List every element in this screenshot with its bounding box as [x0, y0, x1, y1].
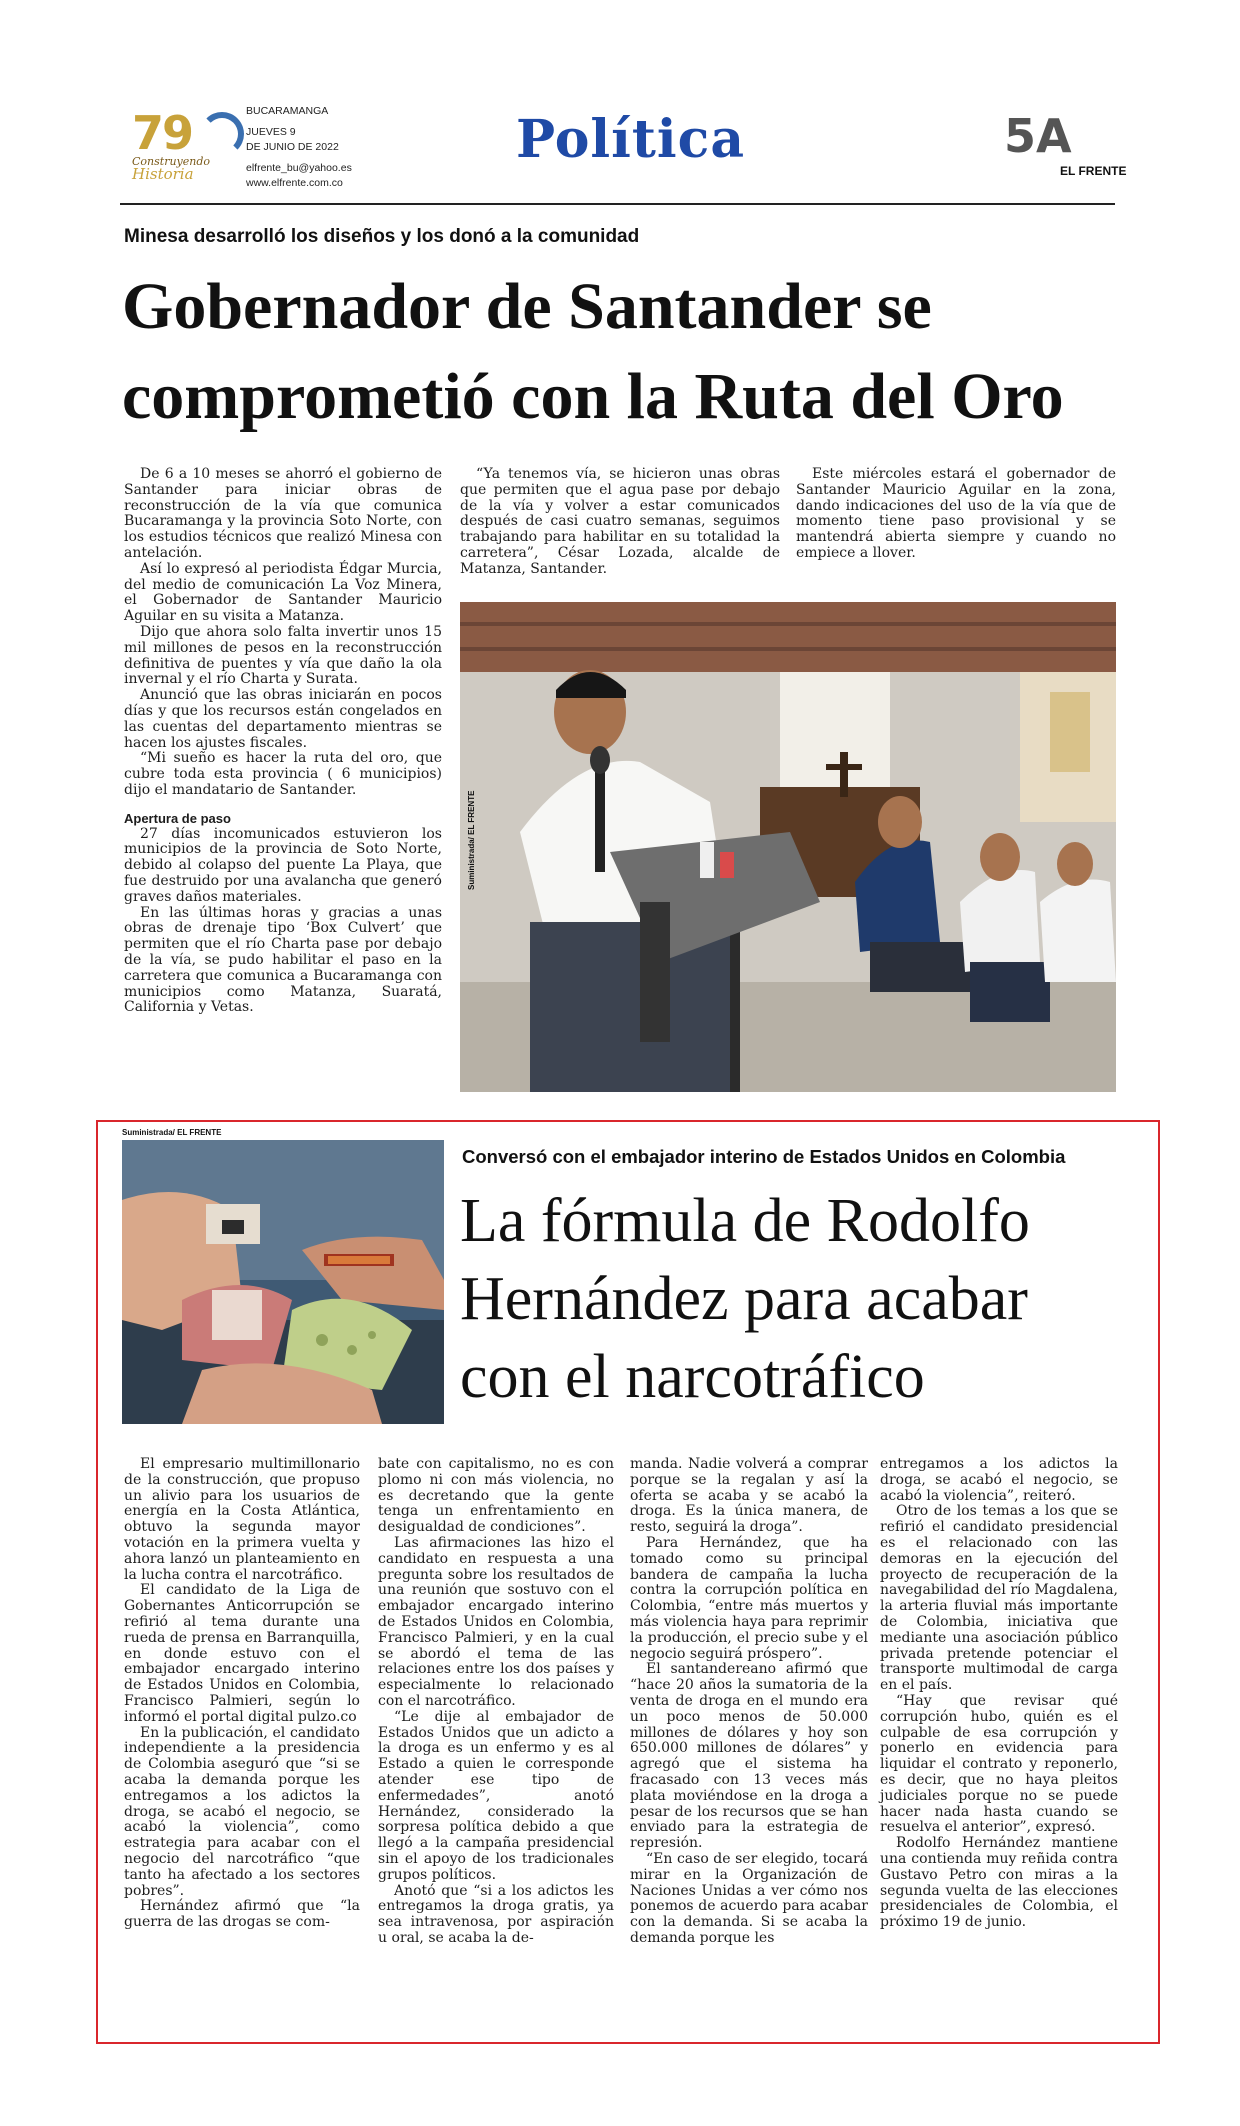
article1-headline	[122, 262, 1122, 442]
paragraph: Anunció que las obras iniciarán en pocos días y que los recursos están congelados en las cuentas del departamento mientras se hacen los ajustes fiscales.	[124, 687, 442, 751]
paragraph: Rodolfo Hernández mantiene una contienda muy reñida contra Gustavo Petro con miras a la segunda vuelta de las elecciones presidenciales de Colombia, el próximo 19 de junio.	[880, 1835, 1118, 1931]
subheading: Apertura de paso	[124, 810, 231, 826]
headline-line: La fórmula de Rodolfo	[460, 1187, 1030, 1255]
paragraph: bate con capitalismo, no es con plomo ni con más violencia, no es decretando que la gente tenga un enfrentamiento en desigualdad de condiciones”.	[378, 1456, 614, 1536]
article2-column-4	[880, 1457, 1118, 1931]
article1-kicker: Minesa desarrolló los diseños y los donó a la comunidad	[124, 226, 640, 247]
article1-column-2	[460, 467, 780, 578]
brand-label: EL FRENTE	[1060, 164, 1127, 178]
article2-photo-credit: Suministrada/ EL FRENTE	[122, 1128, 222, 1137]
paragraph: El santandereano afirmó que “hace 20 años la sumatoria de la venta de droga en el mundo era un poco menos de 50.000 millones de dólares y hoy son 650.000 millones de dólares” y agregó que el sistema ha fracasado con 13 veces más plata moviéndose en la droga a pesar de los recursos que se han enviado para la estrategia de represión.	[630, 1661, 868, 1852]
paragraph: Otro de los temas a los que se refirió el candidato presidencial es el relacionado con las demoras en la ejecución del proyecto de recuperación de la navegabilidad del río Magdalena, la arteria fluvial más importante de Colombia, iniciativa que mediante una asociación público privada pretende potenciar el transporte multimodal de carga en el país.	[880, 1503, 1118, 1694]
paragraph: En la publicación, el candidato independiente a la presidencia de Colombia aseguró que “si se acaba la demanda porque les entregamos a los adictos la droga, se acabó el negocio, se acabó la violencia”, como estrategia para acabar con el negocio del narcotráfico “que tanto ha afectado a los sectores pobres”.	[124, 1724, 360, 1899]
paragraph: Para Hernández, que ha tomado como su principal bandera de campaña la lucha contra la corrupción política en Colombia, “entre más muertos y más violencia haya para reprimir la producción, el precio sube y el negocio seguirá próspero”.	[630, 1534, 868, 1662]
headline-line: Gobernador de Santander se	[122, 270, 932, 343]
paragraph: Hernández afirmó que “la guerra de las drogas se com-	[124, 1898, 360, 1931]
logo-swoosh-icon	[200, 112, 244, 156]
paragraph: manda. Nadie volverá a comprar porque se la regalan y así la oferta se acaba y se acabó la droga. Es la única manera, de resto, seguirá la droga”.	[630, 1456, 868, 1536]
paragraph: Anotó que “si a los adictos les entregamos la droga gratis, ya sea intravenosa, por aspiración u oral, se acaba la de-	[378, 1882, 614, 1946]
paragraph: El empresario multimillonario de la construcción, que propuso un alivio para los usuarios de energía en la Costa Atlántica, obtuvo la segunda mayor votación en la primera vuelta y ahora lanzó un planteamiento en la lucha contra el narcotráfico.	[124, 1456, 360, 1583]
logo-word: Historia	[132, 165, 194, 183]
issue-date: DE JUNIO DE 2022	[246, 141, 339, 153]
paragraph: Las afirmaciones las hizo el candidato en respuesta a una pregunta sobre los resultados de una reunión que sostuvo con el embajador encargado interino de Estados Unidos en Colombia, Francisco Palmieri, y en la cual se abordó el tema de las relaciones entre los dos países y especialmente lo relacionado con el narcotráfico.	[378, 1534, 614, 1709]
paragraph: 27 días incomunicados estuvieron los municipios de la provincia de Soto Norte, debido al colapso del puente La Playa, que fue destruido por una avalancha que generó graves daños materiales.	[124, 825, 442, 905]
paragraph: Así lo expresó al periodista Édgar Murcia, del medio de comunicación La Voz Minera, el Gobernador de Santander Mauricio Aguilar en su visita a Matanza.	[124, 560, 442, 625]
drugs-hands-photo	[122, 1140, 444, 1424]
paragraph: De 6 a 10 meses se ahorró el gobierno de Santander para iniciar obras de reconstrucción de la vía que comunica Bucaramanga y la provincia Soto Norte, con los estudios técnicos que realizó Minesa con antelación.	[124, 466, 442, 561]
article2-kicker: Conversó con el embajador interino de Estados Unidos en Colombia	[462, 1146, 1066, 1167]
headline-line: Hernández para acabar	[460, 1265, 1028, 1333]
city-label: BUCARAMANGA	[246, 105, 329, 117]
section-title: Política	[516, 109, 746, 170]
paragraph: En las últimas horas y gracias a unas obras de drenaje tipo ‘Box Culvert’ que permiten que el río Charta pase por debajo de la vía, se pudo habilitar el paso en la carretera que comunica a Bucaramanga con municipios como Matanza, Suaratá, California y Vetas.	[124, 904, 442, 1016]
paragraph: Dijo que ahora solo falta invertir unos 15 mil millones de pesos en la reconstrucción definitiva de puentes y vía que daño la ola invernal y el río Charta y Surata.	[124, 623, 442, 688]
article1-column-3	[796, 467, 1116, 562]
headline-line: comprometió con la Ruta del Oro	[122, 360, 1064, 433]
paragraph: “Mi sueño es hacer la ruta del oro, que cubre toda esta provincia ( 6 municipios) dijo el mandatario de Santander.	[124, 750, 442, 798]
article2-column-1	[124, 1457, 360, 1931]
website-link[interactable]: www.elfrente.com.co	[246, 177, 343, 189]
paragraph: “Hay que revisar qué corrupción hubo, quién es el culpable de esa corrupción y ponerlo en evidencia para liquidar el contrato y reponerlo, es decir, que no haya pleitos judiciales porque no se puede hacer nada hasta cuando se resuelva el anterior”, expresó.	[880, 1692, 1118, 1836]
article2-column-3	[630, 1457, 868, 1947]
masthead-meta	[246, 104, 352, 191]
logo-number: 79	[132, 106, 193, 160]
article2-column-2	[378, 1457, 614, 1947]
logo-tagline: Construyendo	[132, 155, 211, 168]
contact-email[interactable]: elfrente_bu@yahoo.es	[246, 162, 352, 174]
paragraph: “En caso de ser elegido, tocará mirar en la Organización de Naciones Unidas a ver cómo nos ponemos de acuerdo para acabar con la demanda. Si se acaba la demanda porque les	[630, 1850, 868, 1946]
paragraph: “Le dije al embajador de Estados Unidos que un adicto a la droga es un enfermo y es al Estado a quien le corresponde atender ese tipo de enfermedades”, anotó Hernández, considerado la sorpresa política debido a que llegó a la campaña presidencial sin el apoyo de los tradicionales grupos políticos.	[378, 1708, 614, 1883]
header-divider	[120, 203, 1115, 205]
issue-day: JUEVES 9	[246, 126, 296, 138]
page-number: 5A	[1004, 109, 1072, 163]
paragraph: Este miércoles estará el gobernador de Santander Mauricio Aguilar en la zona, dando indicaciones del uso de la vía que de momento tiene paso provisional y se mantendrá abierta siempre y cuando no empiece a llover.	[796, 466, 1116, 561]
governor-speech-photo	[460, 602, 1116, 1092]
article1-column-1	[124, 467, 442, 1016]
paragraph: El candidato de la Liga de Gobernantes Anticorrupción se refirió al tema durante una rueda de prensa en Barranquilla, en donde estuvo con el embajador encargado interino de Estados Unidos en Colombia, Francisco Palmieri, según lo informó el portal digital pulzo.co	[124, 1582, 360, 1725]
paragraph: “Ya tenemos vía, se hicieron unas obras que permiten que el agua pase por debajo de la vía y volver a estar comunicados después de casi cuatro semanas, seguimos trabajando para habilitar en su totalidad la carretera”, César Lozada, alcalde de Matanza, Santander.	[460, 466, 780, 577]
article1-photo-credit: Suministrada/ EL FRENTE	[467, 790, 476, 890]
article2-headline	[460, 1182, 1120, 1416]
headline-line: con el narcotráfico	[460, 1343, 925, 1411]
paragraph: entregamos a los adictos la droga, se acabó el negocio, se acabó la violencia”, reiteró.	[880, 1456, 1118, 1504]
